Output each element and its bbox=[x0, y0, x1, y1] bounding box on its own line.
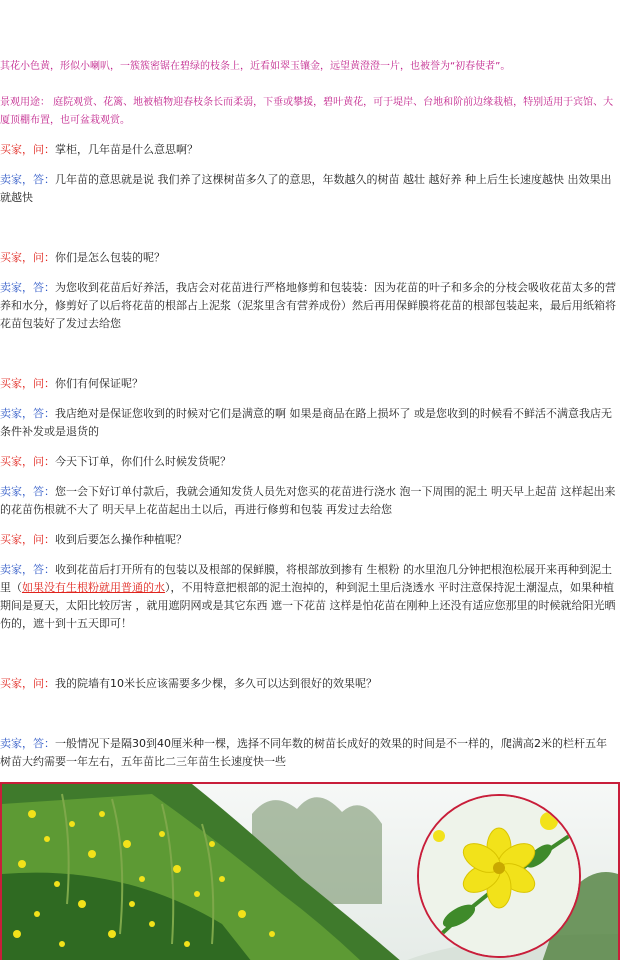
intro-description: 其花小色黄，形似小喇叭，一簇簇密锯在碧绿的枝条上，近看如翠玉镶金，远望黄澄澄一片，也被誉为“初春使者”。 bbox=[0, 61, 511, 72]
buyer-label: 买家 bbox=[0, 377, 22, 390]
question-1: 买家，问：掌柜，几年苗是什么意思啊？ bbox=[0, 143, 198, 156]
question-text: 你们有何保证呢？ bbox=[55, 377, 143, 390]
question-2: 买家，问：你们是怎么包装的呢？ bbox=[0, 251, 165, 264]
answer-5: 卖家，答：收到花苗后打开所有的包装以及根部的保鲜膜，将根部放到掺有 生根粉 的水里泡几分钟把根泡松展开来再种到泥土里（如果没有生根粉就用普通的水），不用特意把根部的泥土泡掉的，种到泥土里后浇透水 平时注意保持泥土潮湿点，如果种植期间是夏天，太阳比较厉害 ，就用遮阴网或是其它东西 遮一下花苗 这样是怕花苗在刚种上还没有适应您那里的时候就给阳光晒伤的，遮十到十五天即可！ bbox=[0, 563, 616, 630]
ask-label: 问： bbox=[33, 377, 55, 390]
flower-closeup-inset bbox=[417, 794, 581, 958]
seller-label: 卖家 bbox=[0, 563, 22, 576]
ask-label: 问： bbox=[33, 455, 55, 468]
answer-text: 几年苗的意思就是说 我们养了这棵树苗多久了的意思，年数越久的树苗 越壮 越好养 种上后生长速度越快 出效果出就越快 bbox=[0, 173, 612, 204]
ask-label: 问： bbox=[33, 251, 55, 264]
flower-closeup-image bbox=[419, 796, 579, 956]
answer-label: 答： bbox=[33, 563, 55, 576]
no-rooting-powder-link[interactable]: 如果没有生根粉就用普通的水 bbox=[22, 581, 165, 594]
seller-label: 卖家 bbox=[0, 281, 22, 294]
answer-3: 卖家，答：我店绝对是保证您收到的时候对它们是满意的啊 如果是商品在路上损坏了 或是您收到的时候看不鲜活不满意我店无条件补发或是退货的 bbox=[0, 407, 612, 438]
answer-text: 为您收到花苗后好养活，我店会对花苗进行严格地修剪和包装装：因为花苗的叶子和多余的分枝会吸收花苗太多的营养和水分，修剪好了以后将花苗的根部占上泥浆（泥浆里含有营养成份）然后再用保鲜膜将花苗的根部包装起来，最后用纸箱将花苗包装好了发过去给您 bbox=[0, 281, 616, 330]
answer-text: 一般情况下是隔30到40厘米种一棵，选择不同年数的树苗长成好的效果的时间是不一样的，爬满高2米的栏杆五年树苗大约需要一年左右，五年苗比二三年苗生长速度快一些 bbox=[0, 737, 607, 768]
answer-6: 卖家，答：一般情况下是隔30到40厘米种一棵，选择不同年数的树苗长成好的效果的时间是不一样的，爬满高2米的栏杆五年树苗大约需要一年左右，五年苗比二三年苗生长速度快一些 bbox=[0, 737, 607, 768]
question-text: 收到后要怎么操作种植呢？ bbox=[55, 533, 187, 546]
answer-label: 答： bbox=[33, 281, 55, 294]
question-5: 买家，问：收到后要怎么操作种植呢？ bbox=[0, 533, 187, 546]
seller-label: 卖家 bbox=[0, 485, 22, 498]
question-text: 你们是怎么包装的呢？ bbox=[55, 251, 165, 264]
seller-label: 卖家 bbox=[0, 737, 22, 750]
question-text: 掌柜，几年苗是什么意思啊？ bbox=[55, 143, 198, 156]
closeup-flower-center bbox=[493, 862, 505, 874]
question-text: 今天下订单，你们什么时候发货呢？ bbox=[55, 455, 231, 468]
seller-label: 卖家 bbox=[0, 173, 22, 186]
answer-text: 我店绝对是保证您收到的时候对它们是满意的啊 如果是商品在路上损坏了 或是您收到的时候看不鲜活不满意我店无条件补发或是退货的 bbox=[0, 407, 612, 438]
answer-text: 您一会下好订单付款后，我就会通知发货人员先对您买的花苗进行浇水 泡一下周围的泥土 明天早上起苗 这样起出来的花苗伤根就不大了 明天早上花苗起出土以后，再进行修剪和包装 再发过去给您 bbox=[0, 485, 616, 516]
answer-label: 答： bbox=[33, 407, 55, 420]
answer-text-end: ），不用特意把根部的泥土泡掉的，种到泥土里后浇透水 平时注意保持泥土潮湿点，如果种植期间是夏天，太阳比较厉害 ，就用遮阴网或是其它东西 遮一下花苗 这样是怕花苗在刚种上还没有适应您那里的时候就给阳光晒伤的，遮十到十五天即可！ bbox=[0, 581, 616, 630]
ask-label: 问： bbox=[33, 677, 55, 690]
answer-1: 卖家，答：几年苗的意思就是说 我们养了这棵树苗多久了的意思，年数越久的树苗 越壮 越好养 种上后生长速度越快 出效果出就越快 bbox=[0, 173, 612, 204]
answer-label: 答： bbox=[33, 737, 55, 750]
answer-label: 答： bbox=[33, 173, 55, 186]
buyer-label: 买家 bbox=[0, 143, 22, 156]
question-text: 我的院墙有10米长应该需要多少棵，多久可以达到很好的效果呢？ bbox=[55, 677, 377, 690]
answer-2: 卖家，答：为您收到花苗后好养活，我店会对花苗进行严格地修剪和包装装：因为花苗的叶子和多余的分枝会吸收花苗太多的营养和水分，修剪好了以后将花苗的根部占上泥浆（泥浆里含有营养成份）然后再用保鲜膜将花苗的根部包装起来，最后用纸箱将花苗包装好了发过去给您 bbox=[0, 281, 616, 330]
question-4: 买家，问：今天下订单，你们什么时候发货呢？ bbox=[0, 455, 231, 468]
product-photo bbox=[0, 782, 620, 960]
ask-label: 问： bbox=[33, 143, 55, 156]
buyer-label: 买家 bbox=[0, 533, 22, 546]
seller-label: 卖家 bbox=[0, 407, 22, 420]
buyer-label: 买家 bbox=[0, 251, 22, 264]
buyer-label: 买家 bbox=[0, 455, 22, 468]
answer-label: 答： bbox=[33, 485, 55, 498]
buyer-label: 买家 bbox=[0, 677, 22, 690]
ask-label: 问： bbox=[33, 533, 55, 546]
answer-text-start: 收到花苗后打开所有的包装以及根部的保鲜膜，将根部放到掺有 生根粉 的水里泡几分钟把根泡松展开来再种到泥土里（ bbox=[0, 563, 612, 594]
intro-landscape-use: 景观用途： 庭院观赏、花篱、地被植物迎春枝条长而柔弱，下垂或攀援，碧叶黄花，可于堤岸、台地和阶前边缘栽植，特别适用于宾馆、大厦顶棚布置，也可盆栽观赏。 bbox=[0, 97, 614, 126]
question-6: 买家，问：我的院墙有10米长应该需要多少棵，多久可以达到很好的效果呢？ bbox=[0, 677, 377, 690]
question-3: 买家，问：你们有何保证呢？ bbox=[0, 377, 143, 390]
answer-4: 卖家，答：您一会下好订单付款后，我就会通知发货人员先对您买的花苗进行浇水 泡一下周围的泥土 明天早上起苗 这样起出来的花苗伤根就不大了 明天早上花苗起出土以后，再进行修剪和包装 再发过去给您 bbox=[0, 485, 616, 516]
